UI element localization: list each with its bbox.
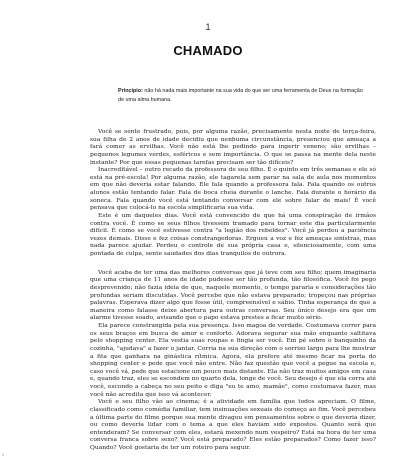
principle-label: Princípio: (118, 88, 143, 94)
paragraph-1: Você se sente frustrado, pois, por alguma razão, precisamente nesta noite de terça-feira, sua filha de 2 anos de idade decidiu que nenhuma circunstância, presenciou que ameaça a fará comer as ervilhas. Você não está lhe pedindo para ingerir veneno; são ervilhas – pequenos legumes verdes, esféricos e sem importância. O que se passa na mente dela neste instante? Por que essas pequenas tarefas precisam ser tão difíceis? (90, 128, 376, 166)
paragraph-4: Você acaba de ter uma das melhores conversas que já teve com seu filho; quem imaginaria que uma criança de 11 anos de idade pudesse ser tão profunda, tão filosófica. Você foi pego desprevenido; não fazia ideia de que, naquele momento, o tempo pararia e considerações tão profundas seriam discutidas. Você percebe que não estava preparado; tropeçou nas próprias palavras. Esperava dizer algo que fosse útil, compreensível e sábio. Tinha esperança de que a maneira como falasse deixe abertura para outras conversas. Seu único desejo era que um alarme tivesse soado, avisando que o papo estava prestes a ficar muito sério. (90, 268, 376, 322)
chapter-title: CHAMADO (173, 43, 243, 58)
paragraph-3: Este é um daqueles dias. Você está convencido de que há uma conspiração de irmãos contra você. É como se seus filhos tivessem tramado para tornar este dia particularmente difícil. É como se você estivesse contra "a legião dos rebeldes". Você já perdeu a paciência vezes demais. Disse e fez coisas constrangedoras. Ergueu a voz e fez ameaças sinistras, mas nada parece ajudar. Perdeu o controle de sua própria casa e, silenciosamente, com uma pontada de culpa, sente saudades dos dias tranquilos de outrora. (90, 211, 376, 257)
paragraph-2: Inacreditável – outro recado da professora de seu filho. É o quinto em três semanas e ele só está na pré-escola! Por alguma razão, ele tagarela sem parar na sala de aula nos momentos em que não deveria estar falando. Ele fala quando a professora fala. Fala quando os outros alunos estão tentando falar. Fala de boca cheia durante o lanche. Fala durante o horário da soneca. Fala quando você está tentando conversar com ele sobre falar de mais! É você pensava que colocá-lo na escola simplificaria sua vida. (90, 166, 376, 212)
chapter-body (90, 128, 376, 452)
principle-text: não há nada mais importante na sua vida do que ser uma ferramenta de Deus na formação de uma alma humana. (118, 88, 363, 103)
paragraph-5: Ela parece constrangida pela sua presença. Isso magoa de verdade. Costumava correr para os seus braços em busca de amor e conforto. Adorava segurar sua mão enquanto saltitava pelo shopping center. Ela vestia suas roupas e fingia ser você. Em pé sobre o banquinho da cozinha, "ajudava" a fazer o jantar. Corria na sua direção com o sorriso largo para lhe mostrar a fita que ganhara na ginástica rítmica. Agora, ela prefere até mesmo ficar na porta do shopping center e pede que você não entre. Não faz questão que você a pegue na escola e, caso você vá, pede que estacione um pouco mais distante. Ela não traz muitos amigos em casa e, quando traz, eles se escondem no quarto dela, longe de você. Seu desejo é que ela corra até você, escondo a cabeça no seu peito e diga "eu te amo, mamãe", como costumava fazer, mas você não acredita que isso vá acontecer. (90, 322, 376, 398)
paragraph-6: Você e seu filho vão ao cinema; é a atividade em família que todos apreciam. O filme, classificado como comédia familiar, tem insinuações sexuais do começo ao fim. Você percebeu a última parte do filme porque sua mente divagou em pensamentos sobre o que deveria dizer, ou como deveria lidar com o tema a que eles haviam sido expostos. Quanto será que entenderam? Se conversar com eles, estará mexendo num vespeiro? Está na hora de ter uma conversa franca sobre sexo? Você está preparado? Eles estão preparados? Como fazer isso? Quando? Você gostaria de ter um roteiro para seguir. (90, 398, 376, 451)
chapter-number: 1 (205, 22, 211, 33)
page-edge-mark: 8 (2, 452, 5, 457)
principle-statement (118, 87, 370, 104)
